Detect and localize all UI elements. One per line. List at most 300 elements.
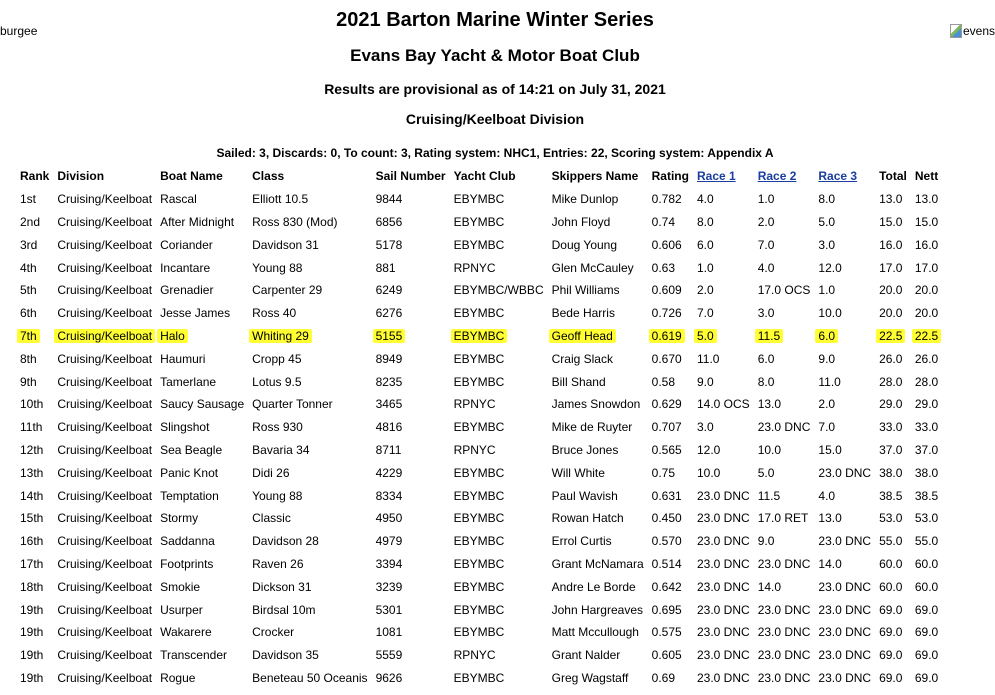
cell-text: 8.0 [696,214,714,229]
table-cell [814,370,875,393]
table-cell [875,347,911,370]
table-cell [372,553,450,576]
table-cell [648,188,693,211]
table-cell [875,256,911,279]
cell-text: Birdsal 10m [252,602,316,617]
table-cell [156,233,248,256]
table-cell [156,667,248,690]
table-row [16,416,942,439]
cell-text: 4.0 [818,488,836,503]
cell-text: 69.0 [914,648,939,663]
table-cell [693,598,754,621]
cell-text: Ross 930 [252,420,303,435]
table-row [16,211,942,234]
cell-text: Cruising/Keelboat [57,488,153,503]
table-cell [372,302,450,325]
table-cell [693,302,754,325]
table-cell [693,461,754,484]
cell-text: 7.0 [818,420,836,435]
table-cell [693,256,754,279]
cell-text: 0.605 [651,648,682,663]
cell-text: 6.0 [757,351,775,366]
table-cell [450,211,548,234]
cell-text: 9.0 [696,374,714,389]
cell-text: Incantare [160,260,211,275]
table-cell [248,233,371,256]
cell-text: 23.0 DNC [818,534,872,549]
table-cell [156,598,248,621]
cell-text: John Floyd [551,214,611,229]
table-cell [875,621,911,644]
table-cell [814,439,875,462]
cell-text: 55.0 [879,534,903,549]
cell-text: 69.0 [879,602,903,617]
table-cell [648,667,693,690]
cell-text: 60.0 [879,556,903,571]
table-cell [693,484,754,507]
table-row [16,530,942,553]
cell-text: 33.0 [914,420,939,435]
table-cell [53,575,156,598]
table-cell [693,575,754,598]
table-cell [548,302,648,325]
cell-text: 8711 [375,442,402,457]
cell-text: 6th [20,306,37,321]
table-cell [548,621,648,644]
cell-text: 1.0 [696,260,714,275]
cell-text: Matt Mccullough [551,625,639,640]
table-cell [875,370,911,393]
cell-text: 23.0 DNC [757,648,811,663]
table-cell [248,484,371,507]
table-cell [548,325,648,348]
table-cell [754,416,815,439]
table-cell [648,347,693,370]
table-cell [450,370,548,393]
table-cell [875,302,911,325]
table-row [16,644,942,667]
table-cell [53,530,156,553]
cell-text: EBYMBC [453,306,505,321]
table-cell [450,325,548,348]
table-cell [450,598,548,621]
table-cell [16,439,53,462]
cell-text: 0.619 [649,329,685,343]
cell-text: 6276 [375,306,403,321]
cell-text: Cruising/Keelboat [57,511,153,526]
column-header-sail-number: Sail Number [375,169,446,184]
cell-text: After Midnight [160,214,235,229]
cell-text: 23.0 DNC [818,579,872,594]
table-cell [814,484,875,507]
cell-text: 6.0 [815,329,838,343]
table-cell [754,279,815,302]
table-cell [372,416,450,439]
sort-link-race-1[interactable]: Race 1 [696,169,736,184]
sort-link-race-3[interactable]: Race 3 [818,169,858,184]
cell-text: Davidson 31 [252,237,319,252]
column-header-race-2 [754,165,815,188]
table-cell [450,416,548,439]
table-cell [248,347,371,370]
table-cell [248,461,371,484]
cell-text: Coriander [160,237,213,252]
cell-text: Cruising/Keelboat [57,420,153,435]
table-cell [911,256,942,279]
column-header-rank: Rank [20,169,50,184]
cell-text: 8.0 [818,192,836,207]
table-cell [16,416,53,439]
cell-text: 23.0 DNC [696,602,750,617]
cell-text: Rogue [160,670,196,685]
table-cell [754,233,815,256]
cell-text: 23.0 DNC [696,625,750,640]
table-cell [372,667,450,690]
table-cell [16,393,53,416]
cell-text: 881 [375,260,396,275]
table-cell [693,621,754,644]
table-cell [156,188,248,211]
table-row [16,507,942,530]
cell-text: EBYMBC/WBBC [453,283,544,298]
table-cell [16,575,53,598]
cell-text: 13.0 [757,397,782,412]
table-cell [814,302,875,325]
cell-text: 15.0 [818,442,842,457]
cell-text: 5.0 [694,329,717,343]
cell-text: Cruising/Keelboat [57,534,153,549]
table-cell [911,644,942,667]
table-cell [814,256,875,279]
cell-text: 5155 [373,329,406,343]
cell-text: Wakarere [160,625,212,640]
cell-text: Dickson 31 [252,579,312,594]
table-cell [450,347,548,370]
table-cell [248,211,371,234]
sort-link-race-2[interactable]: Race 2 [757,169,797,184]
table-cell [248,325,371,348]
cell-text: 16th [20,534,44,549]
cell-text: 20.0 [914,283,939,298]
column-header-nett: Nett [914,169,939,184]
cell-text: 7.0 [757,237,775,252]
cell-text: 69.0 [914,670,939,685]
table-cell [875,188,911,211]
table-cell [875,416,911,439]
cell-text: 7th [17,329,40,343]
table-cell [911,530,942,553]
cell-text: 28.0 [879,374,903,389]
cell-text: 28.0 [914,374,939,389]
column-header-boat-name: Boat Name [160,169,223,184]
cell-text: 4.0 [696,192,714,207]
table-cell [53,553,156,576]
cell-text: 3.0 [757,306,775,321]
cell-text: 0.63 [651,260,675,275]
table-cell [754,370,815,393]
cell-text: 10th [20,397,44,412]
table-cell [814,530,875,553]
column-header-total: Total [879,169,907,184]
cell-text: EBYMBC [453,237,505,252]
cell-text: 60.0 [914,556,939,571]
table-cell [814,279,875,302]
cell-text: 9844 [375,192,403,207]
cell-text: Quarter Tonner [252,397,333,412]
cell-text: 6249 [375,283,403,298]
cell-text: 8.0 [757,374,775,389]
table-cell [754,530,815,553]
table-cell [754,347,815,370]
table-cell [16,621,53,644]
table-cell [814,553,875,576]
column-header-class: Class [252,169,285,184]
table-cell [548,211,648,234]
cell-text: 6856 [375,214,403,229]
table-cell [156,461,248,484]
cell-text: 69.0 [879,648,903,663]
cell-text: 9th [20,374,37,389]
table-cell [248,279,371,302]
table-cell [548,553,648,576]
table-cell [156,484,248,507]
cell-text: 15th [20,511,44,526]
cell-text: 0.609 [651,283,682,298]
cell-text: EBYMBC [453,670,505,685]
cell-text: Elliott 10.5 [252,192,309,207]
table-cell [548,347,648,370]
table-cell [156,302,248,325]
cell-text: Cruising/Keelboat [57,237,153,252]
cell-text: EBYMBC [453,602,505,617]
table-cell [372,507,450,530]
cell-text: 26.0 [914,351,939,366]
cell-text: 17.0 RET [757,511,809,526]
cell-text: 23.0 DNC [757,556,811,571]
table-cell [16,188,53,211]
table-cell [548,279,648,302]
table-cell [814,507,875,530]
cell-text: 12.0 [818,260,842,275]
table-cell [911,439,942,462]
cell-text: Cruising/Keelboat [57,465,153,480]
cell-text: 38.5 [879,488,903,503]
table-cell [648,393,693,416]
table-cell [548,461,648,484]
table-cell [248,302,371,325]
table-cell [548,598,648,621]
cell-text: 0.570 [651,534,682,549]
cell-text: EBYMBC [453,511,505,526]
table-cell [814,233,875,256]
table-row [16,439,942,462]
burgee-left-alt-text: burgee [0,24,38,38]
cell-text: 0.606 [651,237,682,252]
table-cell [548,575,648,598]
table-cell [875,211,911,234]
cell-text: 3.0 [818,237,836,252]
table-cell [450,507,548,530]
table-cell [648,325,693,348]
table-cell [648,256,693,279]
table-cell [814,575,875,598]
cell-text: Classic [252,511,291,526]
column-header-yacht-club: Yacht Club [453,169,516,184]
table-cell [548,530,648,553]
cell-text: Ross 830 (Mod) [252,214,338,229]
cell-text: 0.514 [651,556,682,571]
cell-text: 11th [20,420,43,435]
cell-text: 5178 [375,237,403,252]
cell-text: Paul Wavish [551,488,618,503]
cell-text: 3rd [20,237,38,252]
table-cell [875,393,911,416]
table-cell [372,256,450,279]
cell-text: 5301 [375,602,403,617]
table-cell [754,507,815,530]
table-cell [875,279,911,302]
table-cell [248,256,371,279]
cell-text: 23.0 DNC [818,670,872,685]
table-cell [248,530,371,553]
table-cell [16,507,53,530]
table-cell [875,644,911,667]
table-cell [156,575,248,598]
cell-text: James Snowdon [551,397,641,412]
table-cell [875,598,911,621]
cell-text: 0.642 [651,579,682,594]
column-header-race-3 [814,165,875,188]
cell-text: EBYMBC [453,351,505,366]
table-cell [548,370,648,393]
table-row [16,233,942,256]
column-header-rating: Rating [651,169,689,184]
cell-text: 23.0 DNC [757,420,811,435]
table-cell [875,484,911,507]
cell-text: Glen McCauley [551,260,634,275]
cell-text: EBYMBC [453,488,505,503]
table-cell [450,461,548,484]
cell-text: Cruising/Keelboat [57,625,153,640]
table-cell [754,325,815,348]
table-cell [911,575,942,598]
cell-text: Whiting 29 [249,329,312,343]
cell-text: 3239 [375,579,403,594]
table-cell [248,416,371,439]
cell-text: 29.0 [914,397,939,412]
cell-text: 23.0 DNC [818,625,872,640]
cell-text: 14.0 [818,556,842,571]
table-cell [450,393,548,416]
table-cell [693,188,754,211]
table-cell [648,484,693,507]
cell-text: 23.0 DNC [818,648,872,663]
table-cell [16,256,53,279]
table-cell [911,416,942,439]
table-cell [372,347,450,370]
cell-text: Davidson 28 [252,534,319,549]
table-cell [548,507,648,530]
cell-text: 0.670 [651,351,682,366]
table-cell [156,256,248,279]
cell-text: 0.75 [651,465,675,480]
cell-text: 8th [20,351,37,366]
table-body [16,188,942,690]
table-row [16,553,942,576]
cell-text: Young 88 [252,260,303,275]
table-row [16,256,942,279]
cell-text: RPNYC [453,648,496,663]
table-cell [372,279,450,302]
table-cell [156,621,248,644]
table-cell [814,598,875,621]
cell-text: 11.0 [818,374,841,389]
cell-text: 23.0 DNC [696,556,750,571]
table-cell [16,598,53,621]
table-cell [248,621,371,644]
column-header-division: Division [57,169,105,184]
cell-text: 6.0 [696,237,714,252]
cell-text: Cruising/Keelboat [54,329,155,343]
table-cell [693,279,754,302]
cell-text: 1st [20,192,37,207]
cell-text: RPNYC [453,397,496,412]
cell-text: 0.726 [651,306,682,321]
table-cell [372,188,450,211]
cell-text: 5.0 [818,214,836,229]
cell-text: 0.575 [651,625,682,640]
cell-text: Raven 26 [252,556,304,571]
table-cell [16,325,53,348]
cell-text: Cruising/Keelboat [57,306,153,321]
table-cell [156,325,248,348]
table-row [16,302,942,325]
cell-text: 53.0 [879,511,903,526]
table-cell [754,211,815,234]
cell-text: RPNYC [453,260,496,275]
table-cell [548,667,648,690]
table-row [16,667,942,690]
cell-text: EBYMBC [453,420,505,435]
table-cell [648,621,693,644]
table-cell [53,233,156,256]
table-cell [911,393,942,416]
table-cell [16,667,53,690]
cell-text: 23.0 DNC [696,534,750,549]
table-cell [754,256,815,279]
cell-text: 19th [20,648,44,663]
cell-text: Sea Beagle [160,442,223,457]
cell-text: 13th [20,465,44,480]
table-cell [814,461,875,484]
table-cell [548,439,648,462]
cell-text: EBYMBC [453,625,505,640]
cell-text: 7.0 [696,306,714,321]
cell-text: 9626 [375,670,403,685]
table-cell [16,553,53,576]
cell-text: 69.0 [914,602,939,617]
cell-text: 1.0 [818,283,836,298]
table-cell [754,188,815,211]
cell-text: Cruising/Keelboat [57,192,153,207]
table-cell [754,644,815,667]
cell-text: 2.0 [757,214,775,229]
cell-text: Geoff Head [549,329,616,343]
table-cell [450,279,548,302]
cell-text: EBYMBC [453,534,505,549]
cell-text: Cruising/Keelboat [57,556,153,571]
table-cell [53,484,156,507]
